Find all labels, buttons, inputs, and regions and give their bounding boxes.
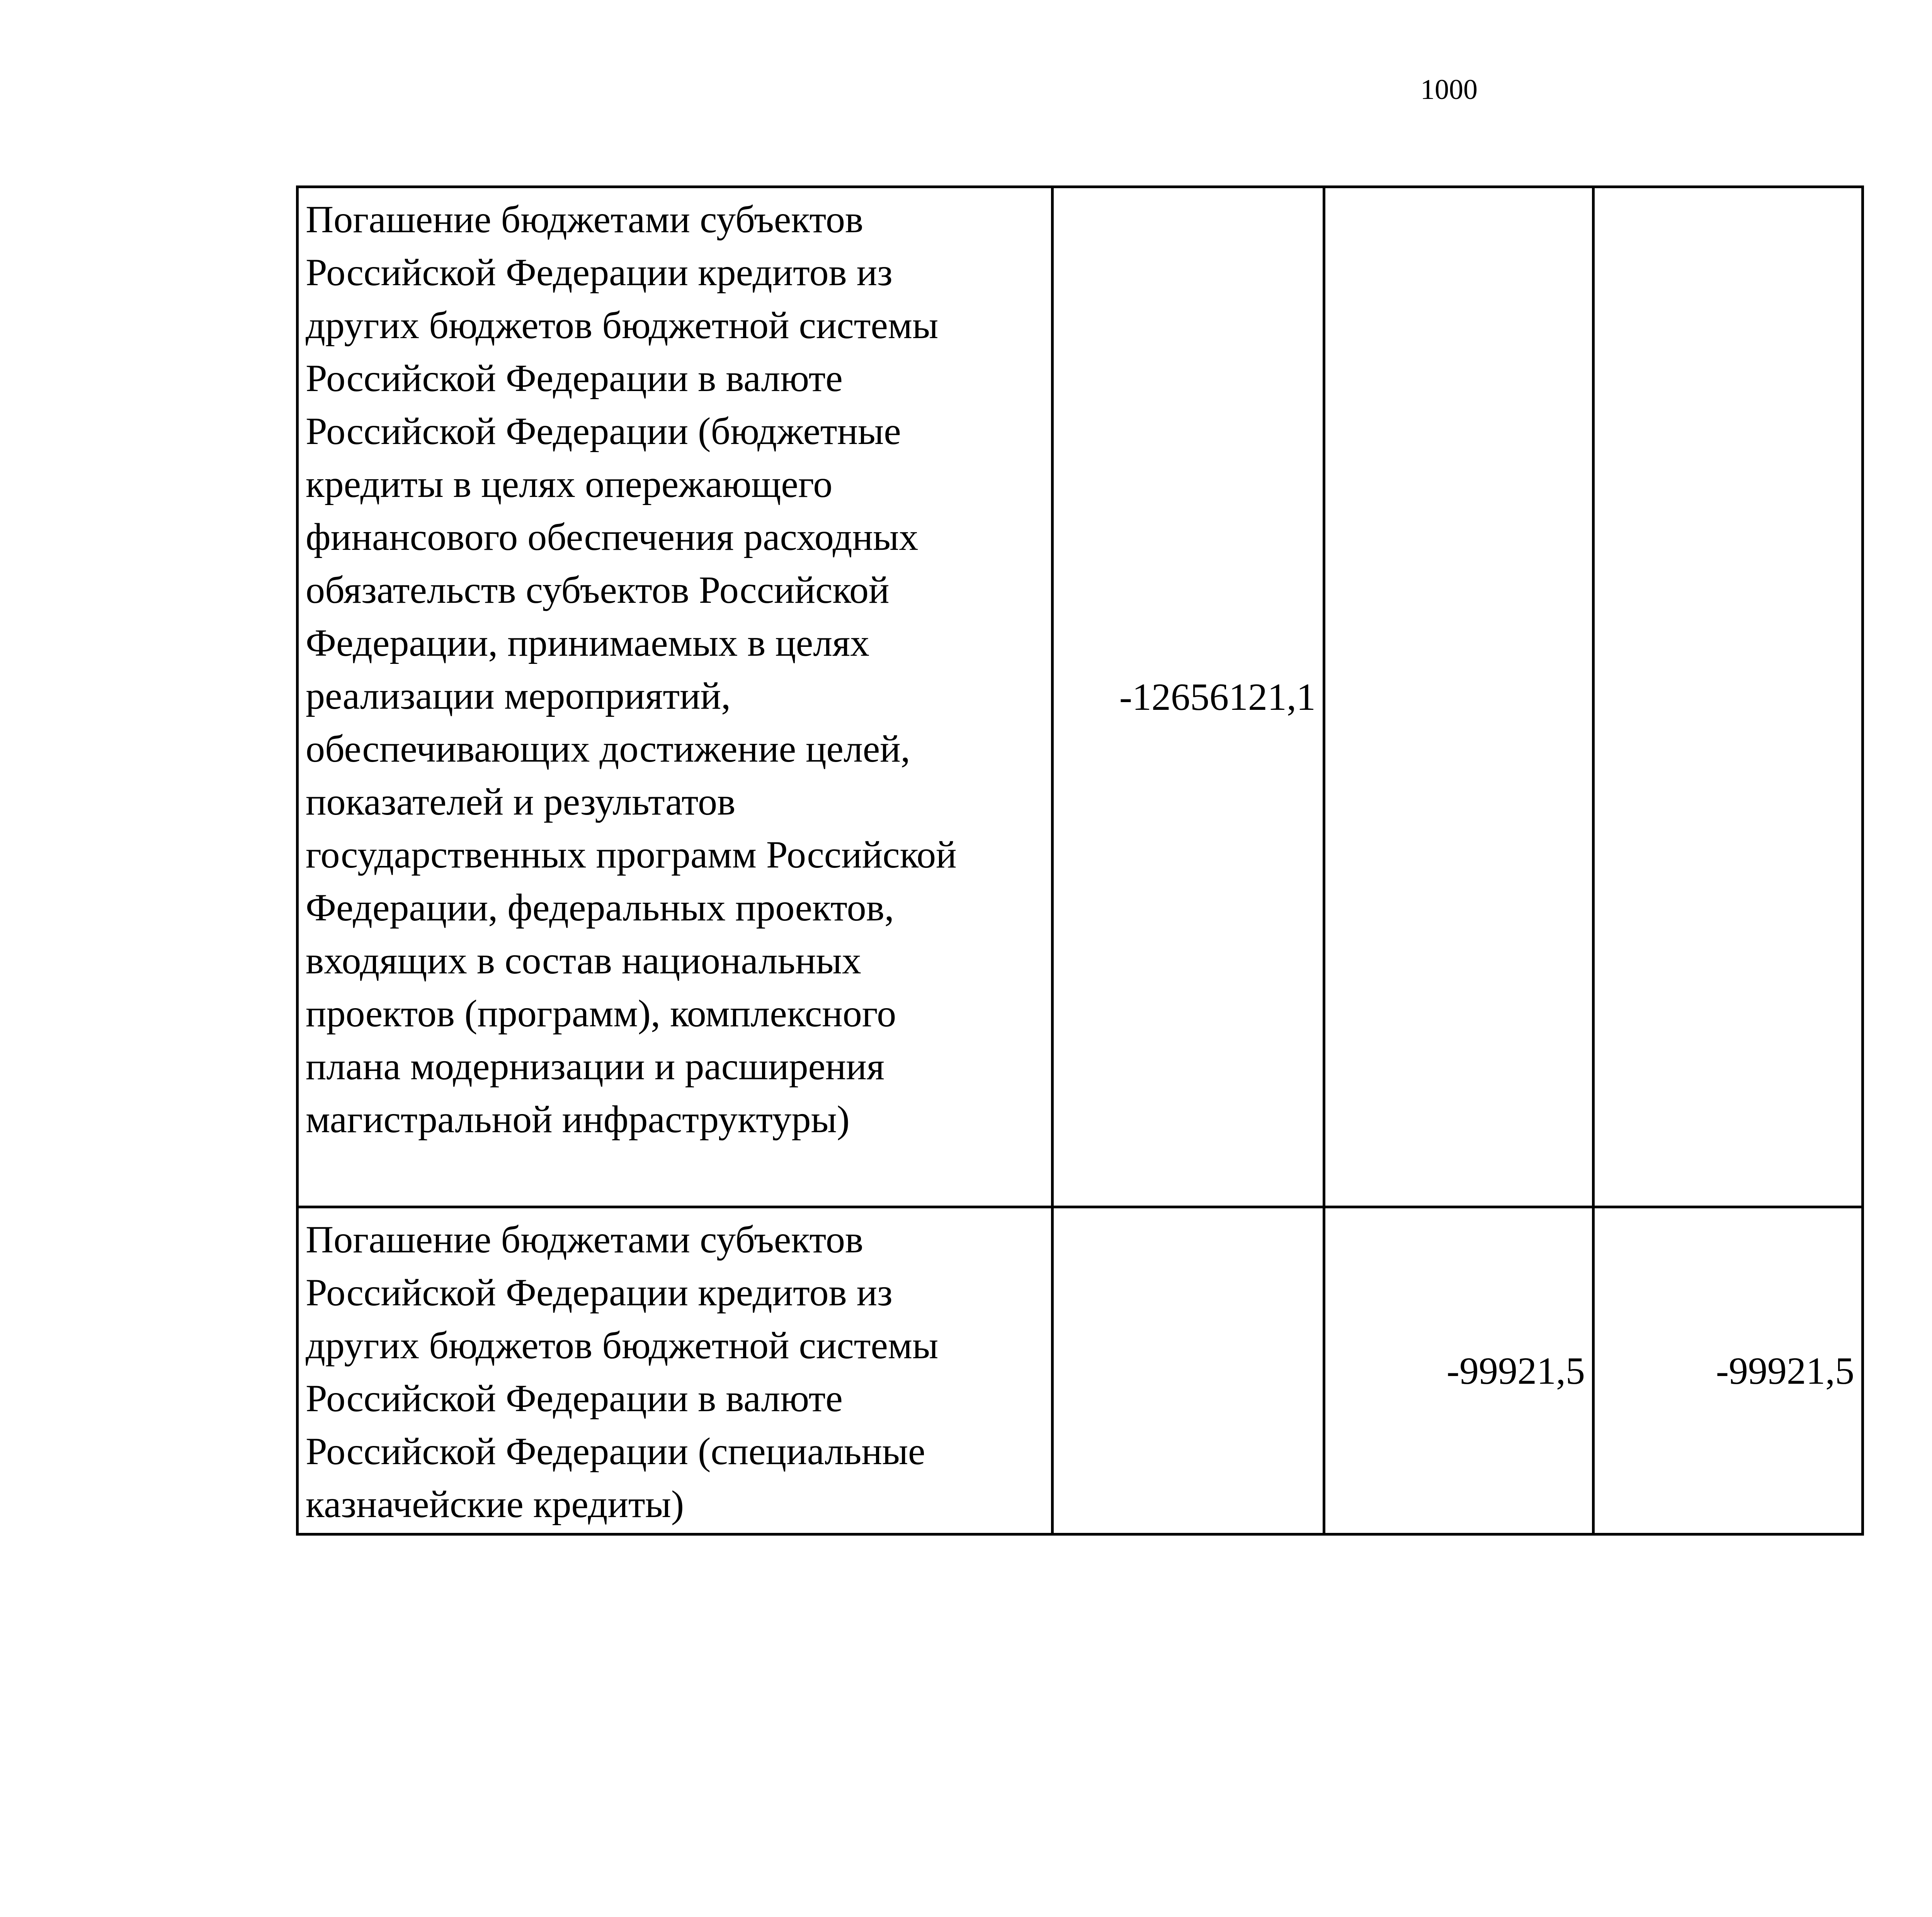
row-description: [306, 193, 1044, 1146]
description-line: Федерации, федеральных проектов,: [306, 886, 894, 929]
description-line: казначейские кредиты): [306, 1483, 684, 1526]
description-line: Российской Федерации (бюджетные: [306, 410, 901, 452]
description-line: входящих в состав национальных: [306, 939, 861, 982]
value-cell-3: -99921,5: [1594, 1207, 1863, 1534]
description-line: показателей и результатов: [306, 780, 736, 823]
row-description-cell: [298, 187, 1053, 1207]
table-row: [298, 1207, 1863, 1534]
description-line: Федерации, принимаемых в целях: [306, 621, 870, 664]
description-line: государственных программ Российской: [306, 833, 957, 876]
value-cell-3: [1594, 187, 1863, 1207]
description-line: реализации мероприятий,: [306, 674, 731, 717]
description-line: Российской Федерации кредитов из: [306, 251, 893, 294]
description-line: Российской Федерации (специальные: [306, 1430, 925, 1473]
description-line: обеспечивающих достижение целей,: [306, 727, 910, 770]
budget-table: [296, 185, 1864, 1536]
description-line: Российской Федерации в валюте: [306, 357, 843, 400]
description-line: проектов (программ), комплексного: [306, 992, 896, 1035]
description-line: Погашение бюджетами субъектов: [306, 1218, 864, 1261]
row-description: [306, 1213, 1044, 1531]
description-line: финансового обеспечения расходных: [306, 515, 918, 558]
description-line: других бюджетов бюджетной системы: [306, 304, 939, 347]
value-cell-2: -99921,5: [1324, 1207, 1594, 1534]
description-line: магистральной инфраструктуры): [306, 1098, 850, 1141]
description-line: обязательств субъектов Российской: [306, 568, 889, 611]
row-description-cell: [298, 1207, 1053, 1534]
description-line: плана модернизации и расширения: [306, 1045, 885, 1088]
value-cell-2: [1324, 187, 1594, 1207]
description-line: Российской Федерации в валюте: [306, 1377, 843, 1420]
value-cell-1: [1053, 1207, 1324, 1534]
table-row: [298, 187, 1863, 1207]
description-line: других бюджетов бюджетной системы: [306, 1324, 939, 1367]
description-line: Погашение бюджетами субъектов: [306, 198, 864, 241]
description-line: Российской Федерации кредитов из: [306, 1271, 893, 1314]
description-line: кредиты в целях опережающего: [306, 463, 833, 505]
value-cell-1: -12656121,1: [1053, 187, 1324, 1207]
page-number: 1000: [1420, 74, 1478, 105]
